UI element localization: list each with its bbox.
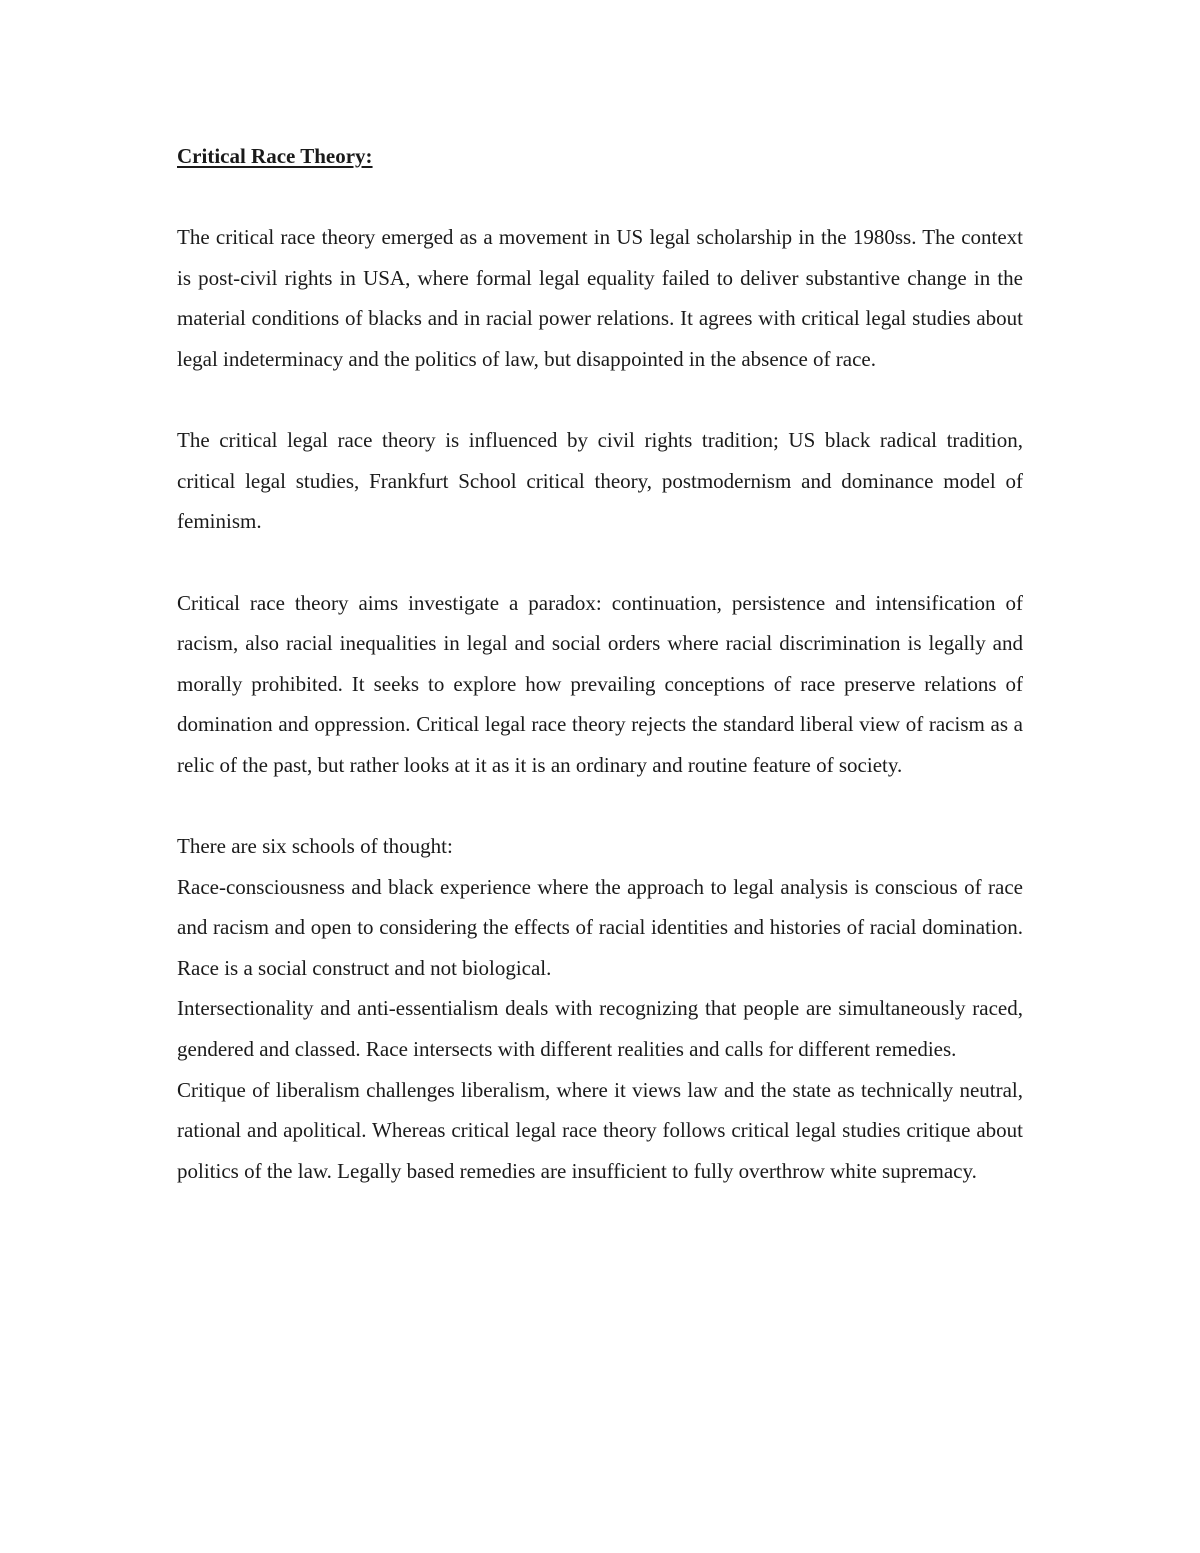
- school-race-consciousness: Race-consciousness and black experience where the approach to legal analysis is conscious of race and racism and open to considering the effects of racial identities and histories of racial domination. Race is a social construct and not biological.: [177, 874, 1023, 980]
- school-intersectionality: Intersectionality and anti-essentialism deals with recognizing that people are simultaneously raced, gendered and classed. Race intersects with different realities and calls for different remedies.: [177, 996, 1023, 1062]
- paragraph-aims: Critical race theory aims investigate a paradox: continuation, persistence and intensification of racism, also racial inequalities in legal and social orders where racial discrimination is legally and morally prohibited. It seeks to explore how prevailing conceptions of race preserve relations of domination and oppression. Critical legal race theory rejects the standard liberal view of racism as a relic of the past, but rather looks at it as it is an ordinary and routine feature of society.: [177, 590, 1023, 777]
- document-body: [177, 136, 1023, 1191]
- paragraph-origins: The critical race theory emerged as a movement in US legal scholarship in the 1980ss. The context is post-civil rights in USA, where formal legal equality failed to deliver substantive change in the material conditions of blacks and in racial power relations. It agrees with critical legal studies about legal indeterminacy and the politics of law, but disappointed in the absence of race.: [177, 225, 1023, 371]
- spacer: [177, 380, 1023, 421]
- school-critique-of-liberalism: Critique of liberalism challenges liberalism, where it views law and the state as technically neutral, rational and apolitical. Whereas critical legal race theory follows critical legal studies critique about politics of the law. Legally based remedies are insufficient to fully overthrow white supremacy.: [177, 1077, 1023, 1183]
- spacer: [177, 542, 1023, 583]
- document-title: Critical Race Theory:: [177, 144, 373, 168]
- schools-intro: There are six schools of thought:: [177, 834, 453, 859]
- spacer: [177, 177, 1023, 218]
- spacer: [177, 786, 1023, 827]
- paragraph-influences: The critical legal race theory is influenced by civil rights tradition; US black radical tradition, critical legal studies, Frankfurt School critical theory, postmodernism and dominance model of feminism.: [177, 428, 1023, 534]
